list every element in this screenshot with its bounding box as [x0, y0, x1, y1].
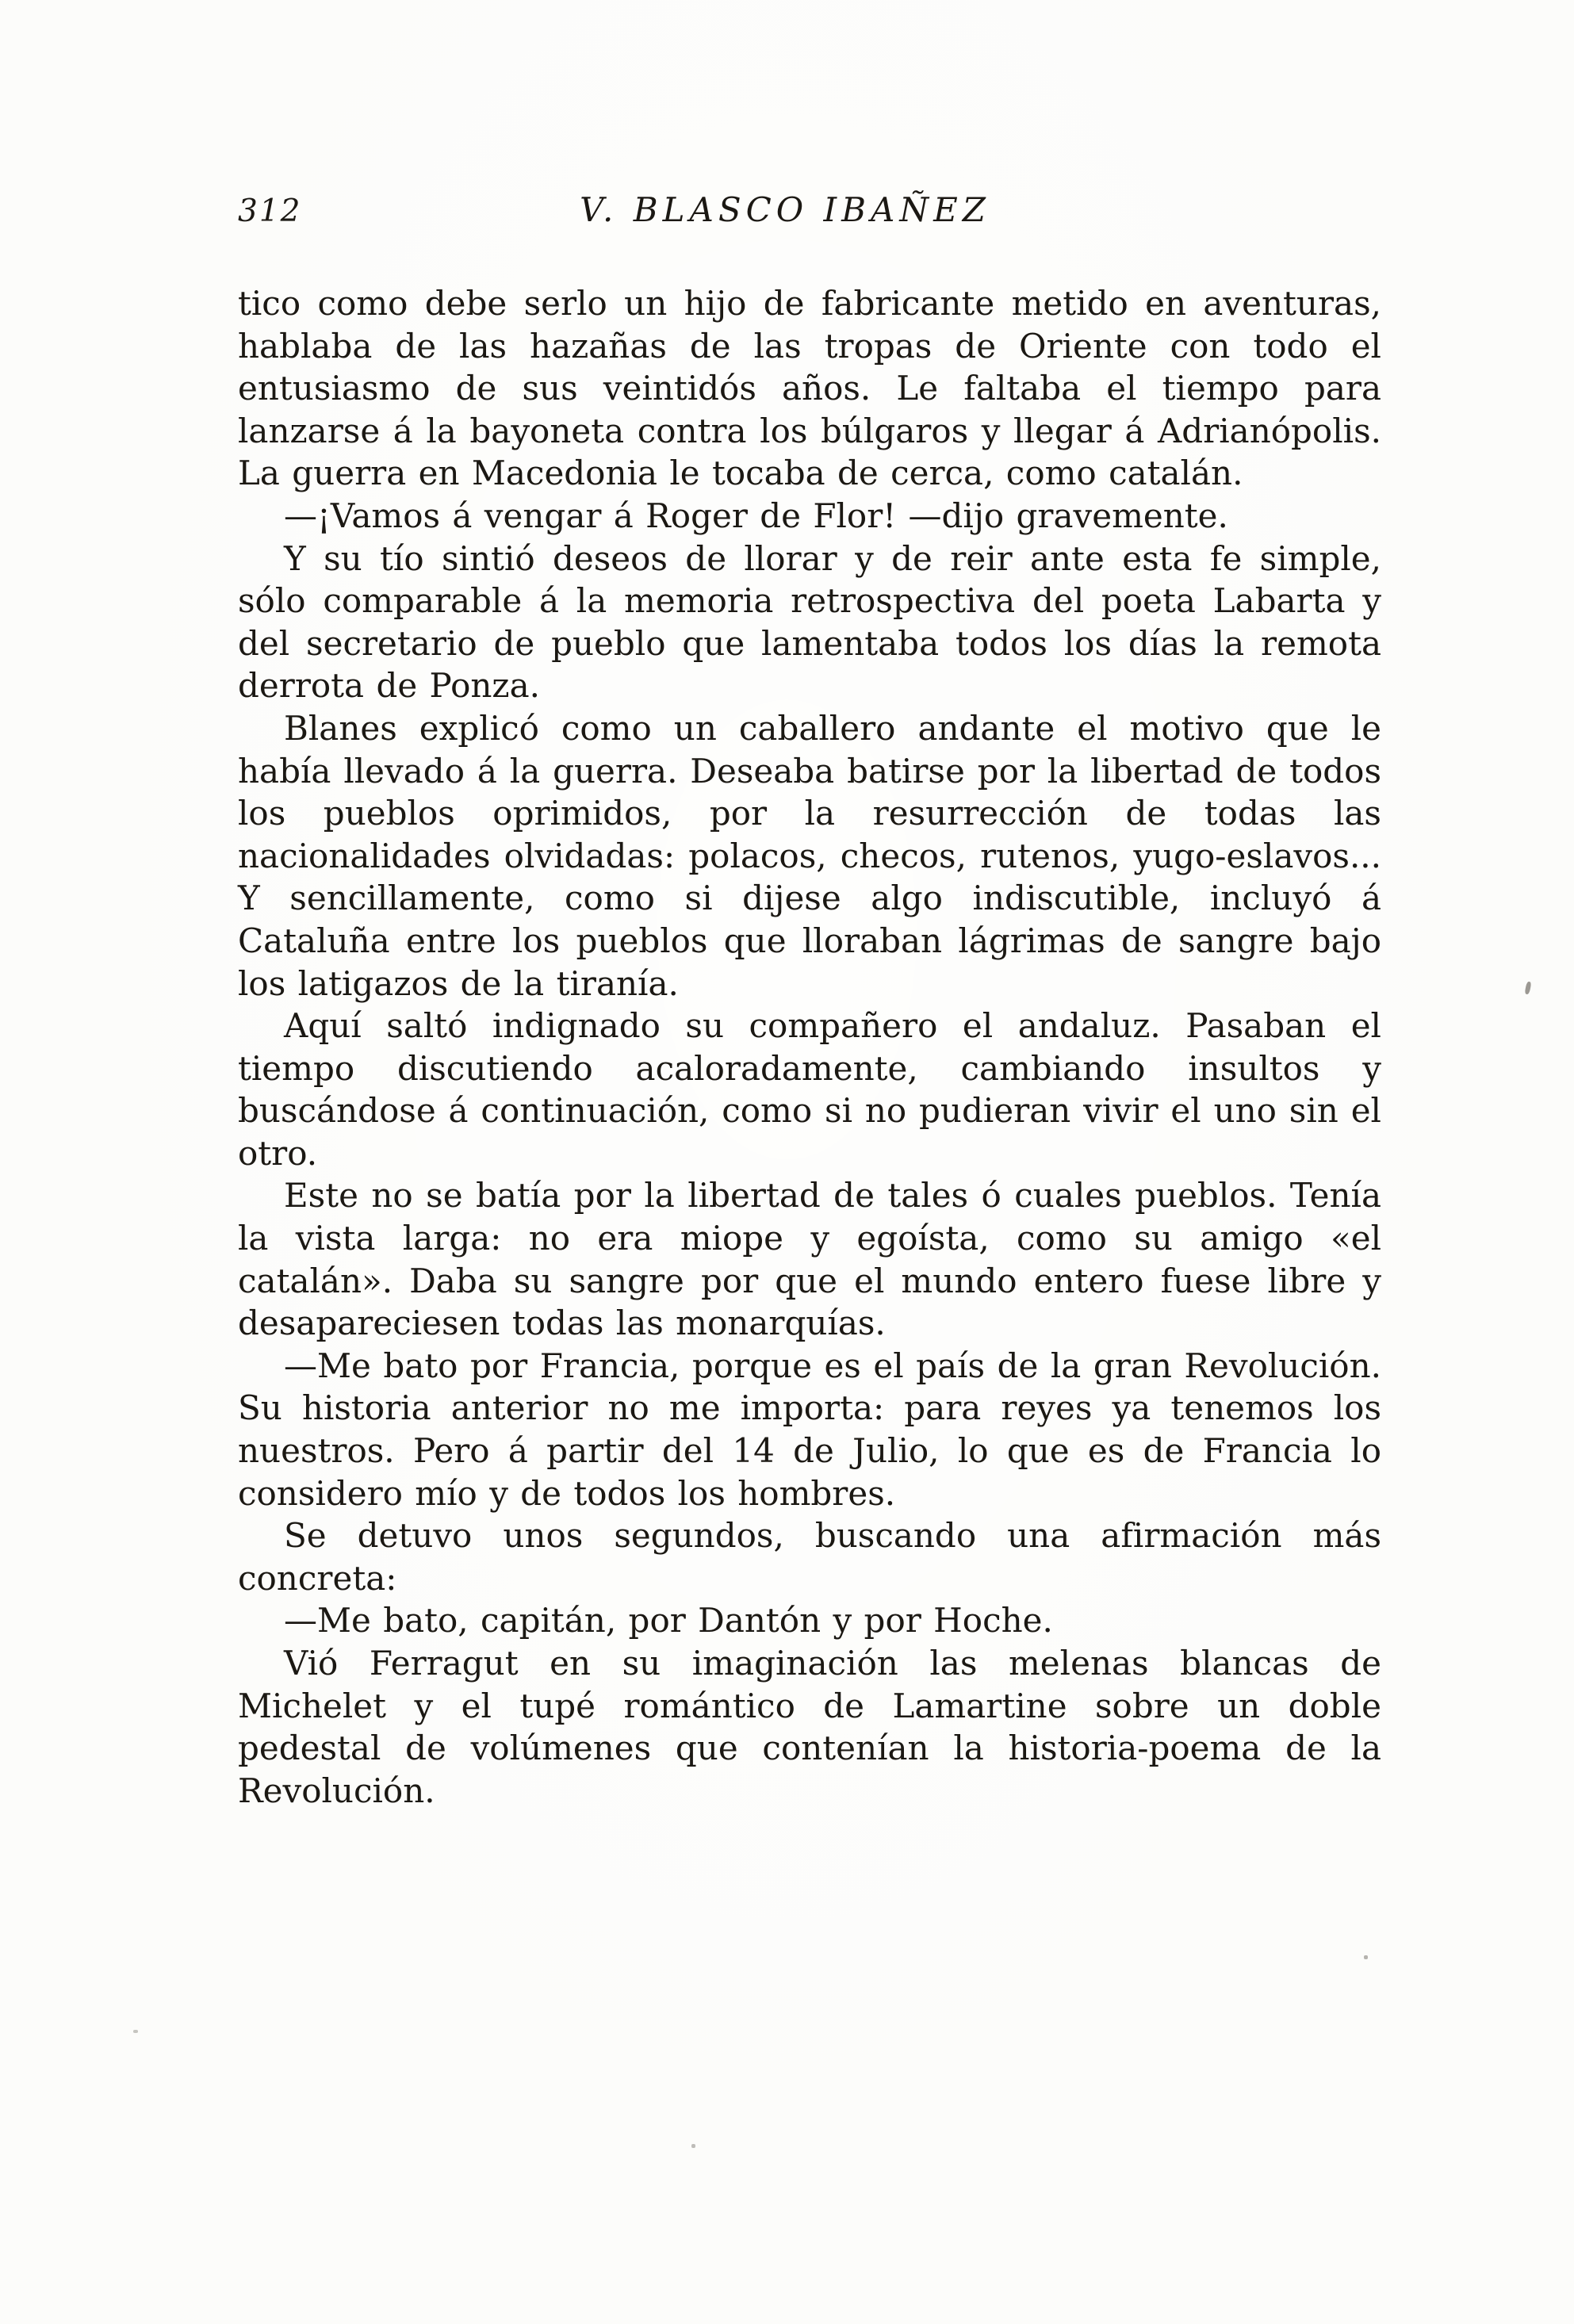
scan-artifact	[1364, 1955, 1368, 1959]
paragraph: tico como debe serlo un hijo de fabricante metido en aventuras, hablaba de las hazañas de las tropas de Oriente con todo el entusiasmo de sus veintidós años. Le faltaba el tiempo para lanzarse á la bayoneta contra los búlgaros y llegar á Adrianópolis. La guerra en Macedonia le tocaba de cerca, como catalán.	[238, 284, 1381, 493]
paragraph: Aquí saltó indignado su compañero el andaluz. Pasaban el tiempo discutiendo acaloradamente, cambiando insultos y buscándose á continuación, como si no pudieran vivir el uno sin el otro.	[238, 1006, 1381, 1173]
paragraph: —Me bato, capitán, por Dantón y por Hoche.	[284, 1601, 1053, 1641]
paragraph: Este no se batía por la libertad de tales ó cuales pueblos. Tenía la vista larga: no era miope y egoísta, como su amigo «el catalán». Daba su sangre por que el mundo entero fuese libre y desapareciesen todas las monarquías.	[238, 1176, 1381, 1343]
body-text	[238, 282, 1381, 1812]
paragraph: Vió Ferragut en su imaginación las melenas blancas de Michelet y el tupé romántico de Lamartine sobre un doble pedestal de volúmenes que contenían la historia-poema de la Revolución.	[238, 1644, 1381, 1810]
scan-artifact	[133, 2030, 138, 2033]
page-header	[238, 190, 1380, 238]
page-number: 312	[238, 193, 302, 229]
paragraph: Y su tío sintió deseos de llorar y de reir ante esta fe simple, sólo comparable á la memoria retrospectiva del poeta Labarta y del secretario de pueblo que lamentaba todos los días la remota derrota de Ponza.	[238, 538, 1381, 706]
paragraph: Se detuvo unos segundos, buscando una afirmación más concreta:	[238, 1516, 1381, 1598]
paragraph: —Me bato por Francia, porque es el país de la gran Revolución. Su historia anterior no me importa: para reyes ya tenemos los nuestros. Pero á partir del 14 de Julio, lo que es de Francia lo considero mío y de todos los hombres.	[238, 1346, 1381, 1513]
scan-artifact	[1524, 982, 1531, 995]
paragraph: —¡Vamos á vengar á Roger de Flor! —dijo gravemente.	[284, 496, 1228, 535]
running-title: V. BLASCO IBAÑEZ	[580, 190, 990, 229]
scan-artifact	[691, 2144, 695, 2148]
paragraph: Blanes explicó como un caballero andante el motivo que le había llevado á la guerra. Deseaba batirse por la libertad de todos los pueblos oprimidos, por la resurrección de todas las nacionalidades olvidadas: polacos, checos, rutenos, yugo-eslavos... Y sencillamente, como si dijese algo indiscutible, incluyó á Cataluña entre los pueblos que lloraban lágrimas de sangre bajo los latigazos de la tiranía.	[238, 708, 1381, 1003]
